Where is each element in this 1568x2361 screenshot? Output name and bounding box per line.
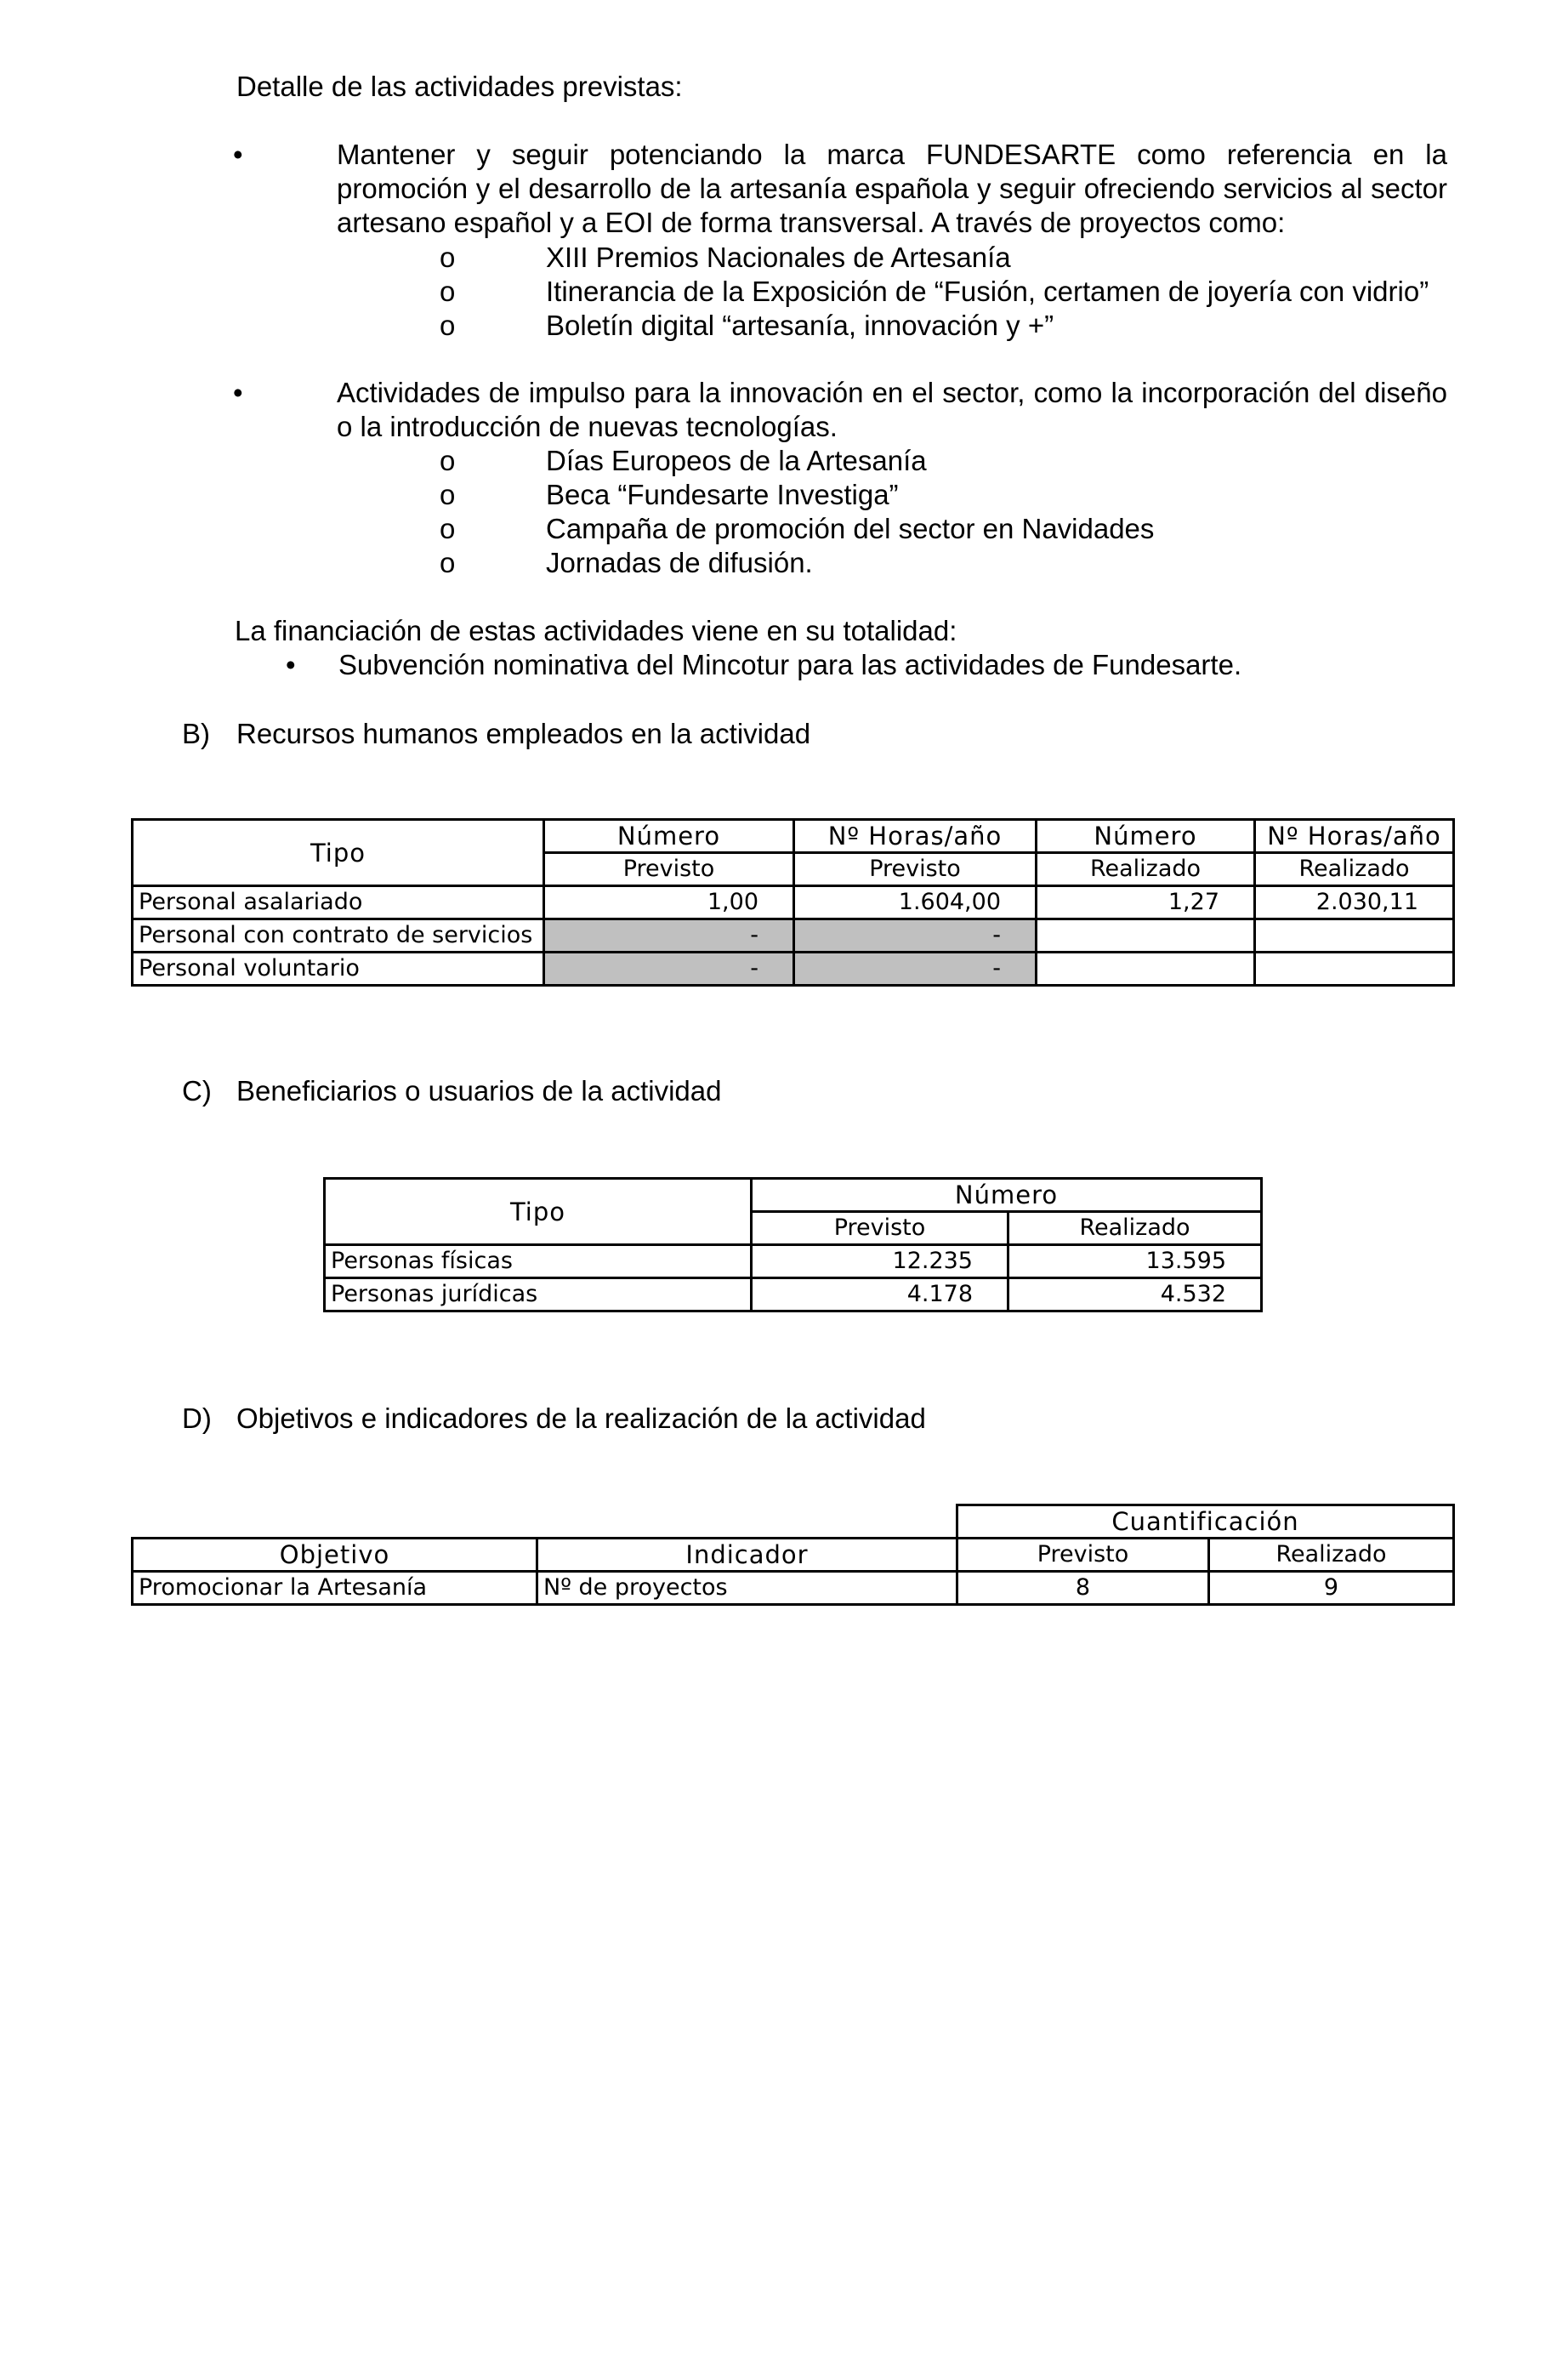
hr-row-2-tipo: Personal con contrato de servicios <box>133 919 544 953</box>
objectives-table <box>131 1504 1455 1606</box>
hr-row-3-horas-previsto: - <box>794 953 1037 986</box>
hr-row-2-horas-realizado <box>1255 919 1454 953</box>
bullet-2-subitem-4-marker: o <box>440 547 456 578</box>
section-d-title: Objetivos e indicadores de la realización de la actividad <box>236 1402 926 1434</box>
hr-header-horas-realizado: Nº Horas/año <box>1255 820 1454 853</box>
bullet-1-text: Mantener y seguir potenciando la marca FUNDESARTE como referencia en la promoción y el desarrollo de la artesanía española y seguir ofreciendo servicios al sector artesano español y a EOI de forma transversal. A través de proyectos como: <box>337 139 1447 238</box>
section-d-letter: D) <box>182 1402 212 1434</box>
financing-bullet-symbol: • <box>286 649 296 680</box>
ben-row-1-tipo: Personas físicas <box>325 1245 752 1278</box>
hr-row-3-numero-realizado <box>1037 953 1255 986</box>
ben-row-2-previsto: 4.178 <box>752 1278 1008 1311</box>
section-b-title: Recursos humanos empleados en la actividad <box>236 718 811 749</box>
hr-row-2-horas-previsto: - <box>794 919 1037 953</box>
obj-row-1-objetivo: Promocionar la Artesanía <box>133 1572 537 1605</box>
bullet-2-subitem-4-text: Jornadas de difusión. <box>546 547 813 578</box>
table-row <box>133 886 1454 919</box>
hr-row-1-horas-realizado: 2.030,11 <box>1255 886 1454 919</box>
ben-header-numero: Número <box>752 1179 1262 1212</box>
section-b-letter: B) <box>182 718 210 749</box>
bullet-2-subitem-3-text: Campaña de promoción del sector en Navidades <box>546 513 1155 544</box>
section-c-letter: C) <box>182 1075 212 1107</box>
ben-subheader-realizado: Realizado <box>1008 1212 1262 1245</box>
financing-bullet-text: Subvención nominativa del Mincotur para las actividades de Fundesarte. <box>338 649 1242 680</box>
table-row <box>325 1278 1262 1311</box>
hr-row-1-tipo: Personal asalariado <box>133 886 544 919</box>
table-row <box>325 1245 1262 1278</box>
bullet-1-subitem-3-text: Boletín digital “artesanía, innovación y +” <box>546 310 1054 341</box>
section-c-title: Beneficiarios o usuarios de la actividad <box>236 1075 722 1107</box>
ben-row-2-tipo: Personas jurídicas <box>325 1278 752 1311</box>
table-row <box>133 1572 1454 1605</box>
bullet-2-symbol: • <box>233 377 243 408</box>
bullet-1-subitem-3-marker: o <box>440 310 456 341</box>
hr-subheader-realizado-2: Realizado <box>1255 853 1454 886</box>
ben-row-2-realizado: 4.532 <box>1008 1278 1262 1311</box>
obj-row-1-previsto: 8 <box>957 1572 1209 1605</box>
bullet-1-subitem-1-marker: o <box>440 242 456 273</box>
bullet-1-subitem-1-text: XIII Premios Nacionales de Artesanía <box>546 242 1011 273</box>
obj-header-cuantificacion: Cuantificación <box>957 1505 1454 1539</box>
human-resources-table <box>131 818 1455 987</box>
hr-row-3-numero-previsto: - <box>544 953 794 986</box>
ben-row-1-previsto: 12.235 <box>752 1245 1008 1278</box>
hr-row-2-numero-previsto: - <box>544 919 794 953</box>
hr-row-3-horas-realizado <box>1255 953 1454 986</box>
hr-row-1-horas-previsto: 1.604,00 <box>794 886 1037 919</box>
obj-header-objetivo: Objetivo <box>133 1539 537 1572</box>
hr-row-3-tipo: Personal voluntario <box>133 953 544 986</box>
hr-header-numero-realizado: Número <box>1037 820 1255 853</box>
obj-row-1-indicador: Nº de proyectos <box>537 1572 957 1605</box>
ben-header-tipo: Tipo <box>325 1179 752 1245</box>
obj-subheader-realizado: Realizado <box>1209 1539 1454 1572</box>
bullet-1-subitem-2-marker: o <box>440 276 456 307</box>
bullet-2-subitem-3-marker: o <box>440 513 456 544</box>
bullet-2-subitem-2-text: Beca “Fundesarte Investiga” <box>546 479 899 510</box>
bullet-2-text: Actividades de impulso para la innovación en el sector, como la incorporación del diseño o la introducción de nuevas tecnologías. <box>337 377 1447 442</box>
bullet-2-subitem-1-text: Días Europeos de la Artesanía <box>546 445 927 476</box>
activities-heading: Detalle de las actividades previstas: <box>236 71 683 102</box>
table-row <box>133 919 1454 953</box>
ben-subheader-previsto: Previsto <box>752 1212 1008 1245</box>
bullet-1-symbol: • <box>233 139 243 170</box>
bullet-2-subitem-1-marker: o <box>440 445 456 476</box>
hr-subheader-previsto-1: Previsto <box>544 853 794 886</box>
obj-subheader-previsto: Previsto <box>957 1539 1209 1572</box>
financing-line: La financiación de estas actividades viene en su totalidad: <box>235 615 957 646</box>
hr-row-1-numero-realizado: 1,27 <box>1037 886 1255 919</box>
hr-row-1-numero-previsto: 1,00 <box>544 886 794 919</box>
hr-header-numero-previsto: Número <box>544 820 794 853</box>
hr-subheader-realizado-1: Realizado <box>1037 853 1255 886</box>
ben-row-1-realizado: 13.595 <box>1008 1245 1262 1278</box>
hr-row-2-numero-realizado <box>1037 919 1255 953</box>
hr-subheader-previsto-2: Previsto <box>794 853 1037 886</box>
bullet-2-subitem-2-marker: o <box>440 479 456 510</box>
bullet-1-subitem-2-text: Itinerancia de la Exposición de “Fusión, certamen de joyería con vidrio” <box>546 276 1429 307</box>
table-row <box>133 953 1454 986</box>
obj-row-1-realizado: 9 <box>1209 1572 1454 1605</box>
hr-header-tipo: Tipo <box>133 820 544 886</box>
hr-header-horas-previsto: Nº Horas/año <box>794 820 1037 853</box>
beneficiaries-table <box>323 1177 1263 1312</box>
obj-header-indicador: Indicador <box>537 1539 957 1572</box>
